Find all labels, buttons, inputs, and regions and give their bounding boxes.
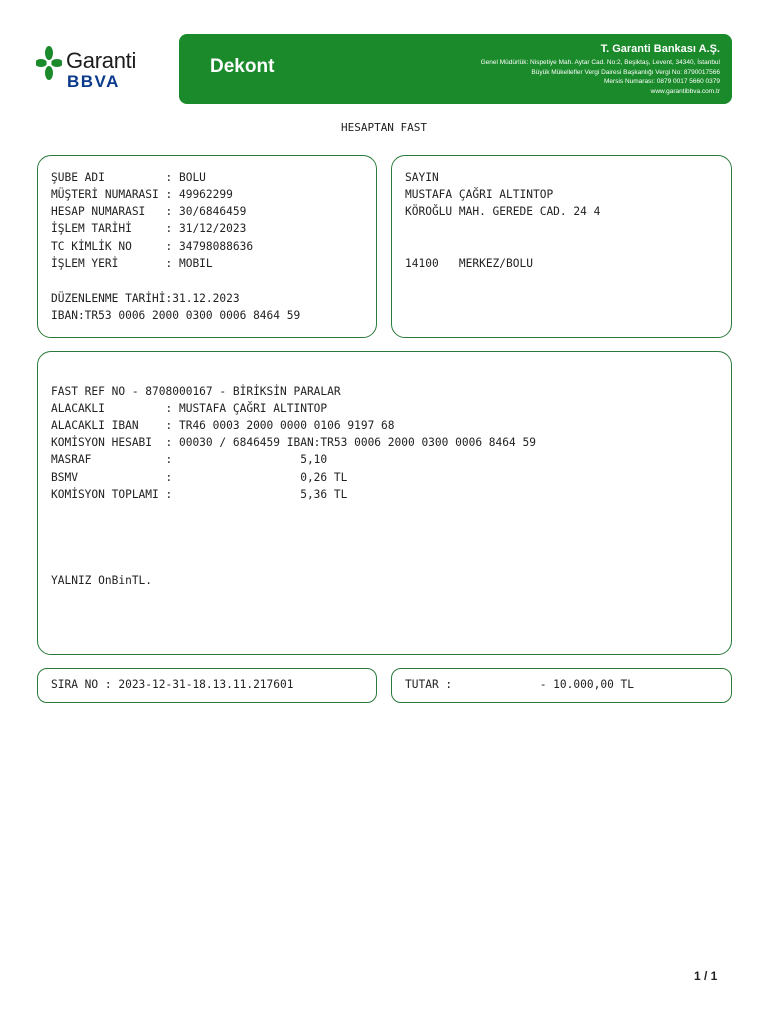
account-number: HESAP NUMARASI : 30/6846459 (51, 205, 247, 218)
bank-name: T. Garanti Bankası A.Ş. (600, 43, 720, 55)
amount-total: TUTAR : - 10.000,00 TL (405, 678, 635, 691)
bank-address (481, 58, 720, 96)
recipient-city: 14100 MERKEZ/BOLU (405, 257, 533, 270)
clover-icon (36, 46, 62, 80)
bsmv-line: BSMV : 0,26 TL (51, 471, 348, 484)
logo-wordmark: Garanti (66, 48, 137, 73)
fast-ref-line: FAST REF NO - 8708000167 - BİRİKSİN PARALAR (51, 385, 341, 398)
account-customer-number: MÜŞTERİ NUMARASI : 49962299 (51, 188, 233, 201)
document-title: HESAPTAN FAST (340, 121, 428, 134)
fee-line: MASRAF : 5,10 (51, 453, 328, 466)
account-tc-id: TC KİMLİK NO : 34798088636 (51, 240, 254, 253)
bank-tax-line: Büyük Mükellefler Vergi Dairesi Başkanlığı Vergi No: 8790017566 (531, 68, 720, 76)
creditor-iban-line: ALACAKLI IBAN : TR46 0003 2000 0000 0106 9197 68 (51, 419, 395, 432)
recipient-salutation: SAYIN (405, 171, 439, 184)
amount-in-words: YALNIZ OnBinTL. (51, 574, 153, 587)
account-iban: IBAN:TR53 0006 2000 0300 0006 8464 59 (51, 309, 301, 322)
creditor-line: ALACAKLI : MUSTAFA ÇAĞRI ALTINTOP (51, 402, 328, 415)
commission-total-line: KOMİSYON TOPLAMI : 5,36 TL (51, 488, 348, 501)
logo-bbva: BBVA (67, 72, 120, 91)
recipient-name: MUSTAFA ÇAĞRI ALTINTOP (405, 188, 554, 201)
commission-account-line: KOMİSYON HESABI : 00030 / 6846459 IBAN:TR53 0006 2000 0300 0006 8464 59 (51, 436, 536, 449)
bank-mersis-line: Mersis Numarası: 0879 0017 5660 0379 (604, 78, 720, 85)
account-issue-date: DÜZENLENME TARİHİ:31.12.2023 (51, 292, 240, 305)
bank-website-line: www.garantibbva.com.tr (650, 87, 720, 95)
recipient-box (391, 155, 732, 338)
recipient-address: KÖROĞLU MAH. GEREDE CAD. 24 4 (405, 205, 601, 218)
bank-address-line: Genel Müdürlük: Nispetiye Mah. Aytar Cad. No:2, Beşiktaş, Levent, 34340, İstanbul (480, 59, 720, 66)
header-banner (179, 34, 732, 104)
account-transaction-date: İŞLEM TARİHİ : 31/12/2023 (51, 222, 247, 235)
sequence-number: SIRA NO : 2023-12-31-18.13.11.217601 (51, 678, 294, 691)
banner-title: Dekont (210, 56, 275, 77)
garanti-bbva-logo (36, 44, 156, 94)
page-number: 1 / 1 (694, 969, 718, 983)
account-transaction-place: İŞLEM YERİ : MOBIL (51, 257, 213, 270)
account-branch: ŞUBE ADI : BOLU (51, 171, 206, 184)
